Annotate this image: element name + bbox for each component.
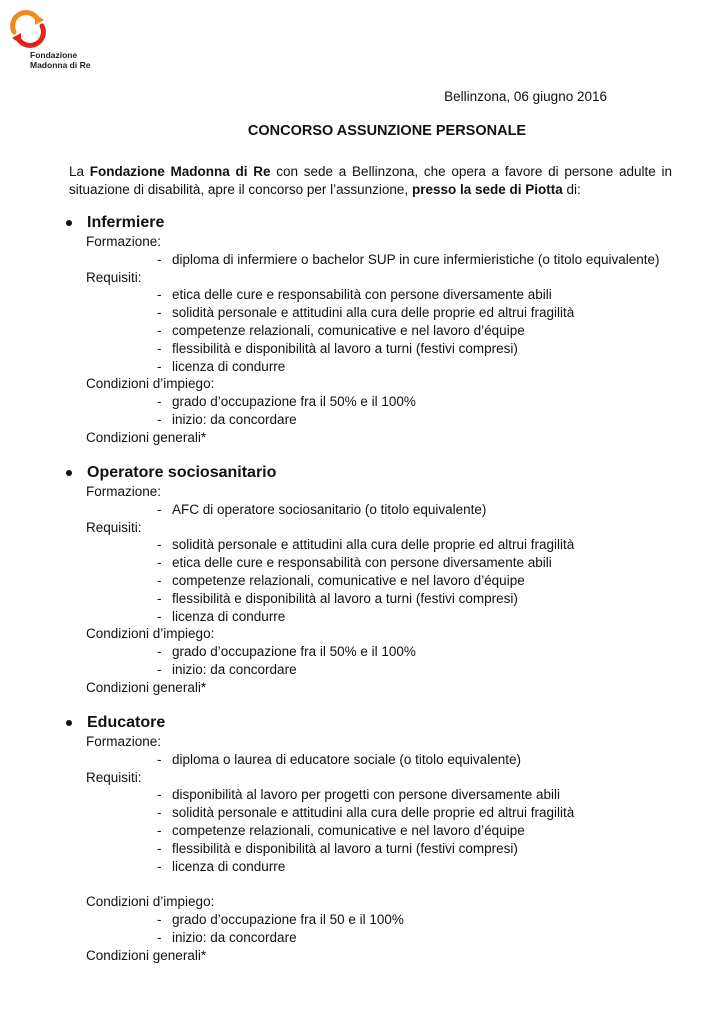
condizioni-generali-label: Condizioni generali* <box>86 429 207 445</box>
dash-marker: - <box>157 287 162 303</box>
list-item <box>64 911 684 929</box>
foundation-logo <box>8 10 128 70</box>
section-1 <box>64 463 684 697</box>
list-item <box>64 393 684 411</box>
list-item-text: inizio: da concordare <box>172 929 297 945</box>
list-item-text: inizio: da concordare <box>172 661 297 677</box>
dash-marker: - <box>157 501 162 517</box>
bullet-icon <box>66 720 72 726</box>
list-item-text: flessibilità e disponibilità al lavoro a turni (festivi compresi) <box>172 840 518 856</box>
list-item <box>64 554 684 572</box>
list-item-text: competenze relazionali, comunicative e nel lavoro d’équipe <box>172 822 525 838</box>
dash-marker: - <box>157 590 162 606</box>
section-title: Educatore <box>87 714 166 731</box>
list-item-text: diploma di infermiere o bachelor SUP in cure infermieristiche (o titolo equivalente) <box>172 251 660 267</box>
list-item <box>64 590 684 608</box>
document-title: CONCORSO ASSUNZIONE PERSONALE <box>247 123 527 139</box>
intro-location: presso la sede di Piotta <box>411 182 563 197</box>
list-item-text: AFC di operatore sociosanitario (o titolo equivalente) <box>172 501 487 517</box>
dash-marker: - <box>157 805 162 821</box>
logo-line-1: Fondazione <box>30 50 78 60</box>
bullet-icon <box>66 470 72 476</box>
list-item <box>64 840 684 858</box>
list-item-text: flessibilità e disponibilità al lavoro a turni (festivi compresi) <box>172 340 518 356</box>
intro-paragraph <box>69 163 672 199</box>
dash-marker: - <box>157 358 162 374</box>
list-item <box>64 661 684 679</box>
intro-text-2: con sede a Bellinzona, che opera a favore di persone adulte in situazione di disabilità, apre il concorso per l’assunzione, <box>69 164 672 197</box>
list-item <box>64 822 684 840</box>
list-item-text: solidità personale e attitudini alla cura delle proprie ed altrui fragilità <box>172 537 575 553</box>
list-item <box>64 322 684 340</box>
list-item-text: competenze relazionali, comunicative e nel lavoro d’équipe <box>172 322 525 338</box>
dash-marker: - <box>157 555 162 571</box>
dash-marker: - <box>157 929 162 945</box>
condizioni-label: Condizioni d’impiego: <box>86 376 215 392</box>
list-item <box>64 411 684 429</box>
section-title: Infermiere <box>87 214 165 231</box>
list-item <box>64 858 684 876</box>
list-item-text: etica delle cure e responsabilità con persone diversamente abili <box>172 555 552 571</box>
dash-marker: - <box>157 840 162 856</box>
dash-marker: - <box>157 751 162 767</box>
dash-marker: - <box>157 787 162 803</box>
dash-marker: - <box>157 322 162 338</box>
dash-marker: - <box>157 394 162 410</box>
list-item-text: etica delle cure e responsabilità con persone diversamente abili <box>172 287 552 303</box>
bullet-icon <box>66 220 72 226</box>
list-item-text: grado d’occupazione fra il 50% e il 100% <box>172 394 416 410</box>
dash-marker: - <box>157 251 162 267</box>
list-item <box>64 643 684 661</box>
list-item-text: solidità personale e attitudini alla cura delle proprie ed altrui fragilità <box>172 805 575 821</box>
intro-org: Fondazione Madonna di Re <box>89 164 271 179</box>
list-item <box>64 358 684 376</box>
requisiti-label: Requisiti: <box>86 519 142 535</box>
dash-marker: - <box>157 822 162 838</box>
list-item-text: licenza di condurre <box>172 358 286 374</box>
dash-marker: - <box>157 305 162 321</box>
list-item-text: inizio: da concordare <box>172 411 297 427</box>
dash-marker: - <box>157 572 162 588</box>
requisiti-label: Requisiti: <box>86 769 142 785</box>
dash-marker: - <box>157 537 162 553</box>
list-item <box>64 572 684 590</box>
document-date: Bellinzona, 06 giugno 2016 <box>444 89 607 104</box>
condizioni-label: Condizioni d’impiego: <box>86 894 215 910</box>
formazione-label: Formazione: <box>86 734 162 749</box>
section-heading <box>64 213 684 233</box>
formazione-label: Formazione: <box>86 484 162 499</box>
section-2 <box>64 713 684 964</box>
list-item <box>64 804 684 822</box>
requisiti-label: Requisiti: <box>86 269 142 285</box>
list-item <box>64 751 684 769</box>
list-item <box>64 501 684 519</box>
section-heading <box>64 463 684 483</box>
logo-mark-icon <box>8 10 48 48</box>
list-item-text: diploma o laurea di educatore sociale (o titolo equivalente) <box>172 751 521 767</box>
list-item <box>64 536 684 554</box>
section-title: Operatore sociosanitario <box>87 464 277 481</box>
dash-marker: - <box>157 644 162 660</box>
list-item <box>64 929 684 947</box>
list-item-text: licenza di condurre <box>172 608 286 624</box>
dash-marker: - <box>157 911 162 927</box>
list-item <box>64 286 684 304</box>
list-item <box>64 340 684 358</box>
dash-marker: - <box>157 608 162 624</box>
dash-marker: - <box>157 340 162 356</box>
list-item-text: competenze relazionali, comunicative e nel lavoro d’équipe <box>172 572 525 588</box>
section-heading <box>64 713 684 733</box>
list-item-text: solidità personale e attitudini alla cura delle proprie ed altrui fragilità <box>172 305 575 321</box>
intro-text-1: La <box>69 164 90 179</box>
formazione-label: Formazione: <box>86 234 162 249</box>
list-item-text: grado d’occupazione fra il 50% e il 100% <box>172 644 416 660</box>
list-item-text: disponibilità al lavoro per progetti con persone diversamente abili <box>172 787 560 803</box>
intro-text-3: di: <box>562 182 581 197</box>
condizioni-generali-label: Condizioni generali* <box>86 947 207 963</box>
dash-marker: - <box>157 858 162 874</box>
list-item-text: licenza di condurre <box>172 858 286 874</box>
list-item-text: grado d’occupazione fra il 50 e il 100% <box>172 911 404 927</box>
logo-line-2: Madonna di Re <box>30 60 91 70</box>
dash-marker: - <box>157 411 162 427</box>
list-item <box>64 251 684 269</box>
dash-marker: - <box>157 661 162 677</box>
list-item <box>64 608 684 626</box>
section-0 <box>64 213 684 447</box>
condizioni-generali-label: Condizioni generali* <box>86 679 207 695</box>
list-item <box>64 304 684 322</box>
list-item-text: flessibilità e disponibilità al lavoro a turni (festivi compresi) <box>172 590 518 606</box>
condizioni-label: Condizioni d’impiego: <box>86 626 215 642</box>
list-item <box>64 786 684 804</box>
